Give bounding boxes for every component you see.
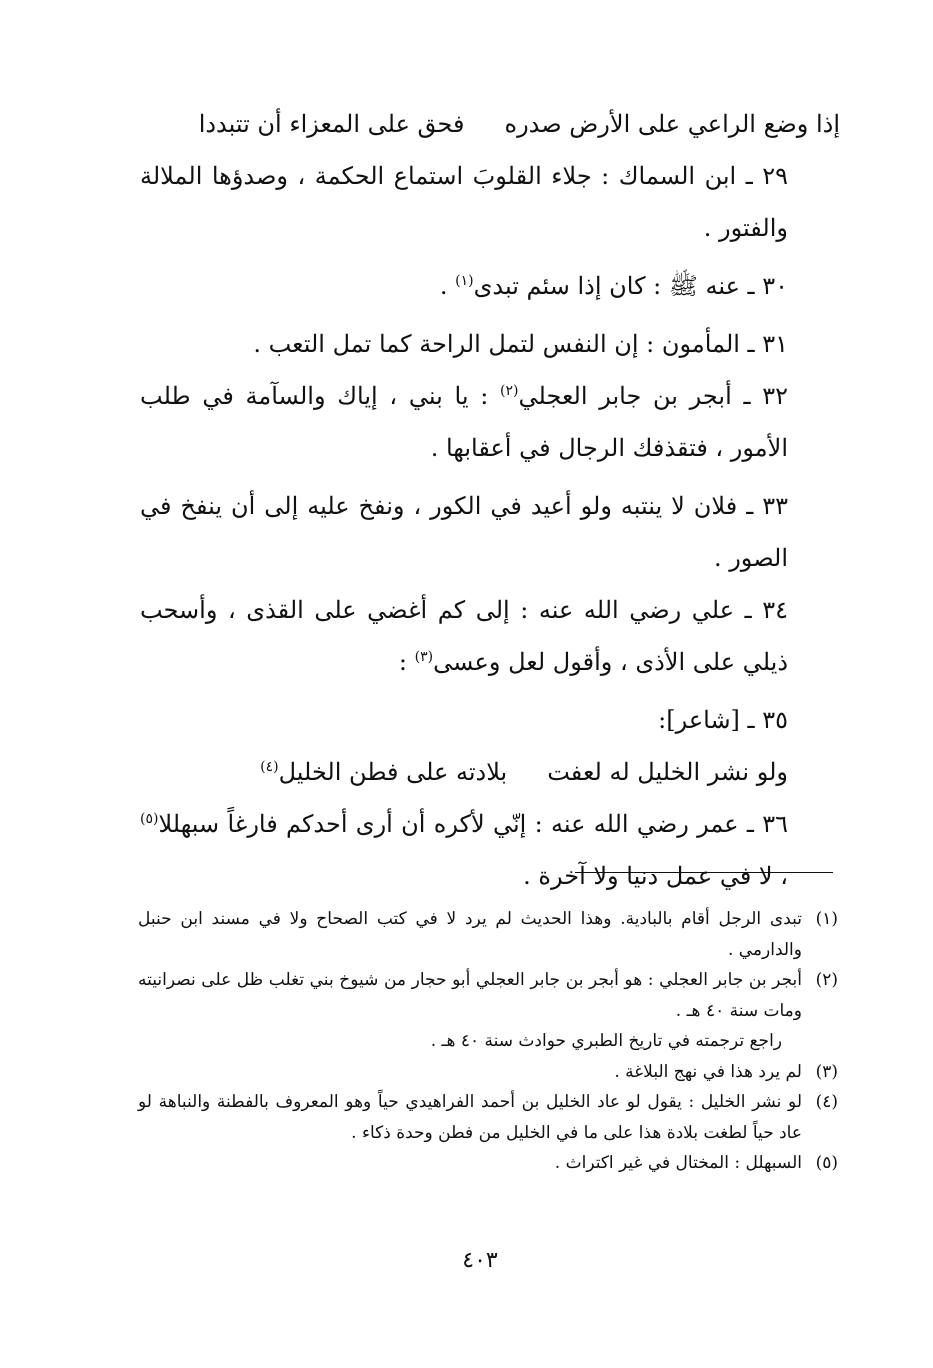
item-29: ٢٩ ـ ابن السماك : جلاء القلوبَ استماع الحكمة ، وصدؤها الملالة والفتور .: [140, 162, 788, 242]
footnote-number: (١): [815, 909, 838, 929]
footnote-number: (٥): [815, 1153, 838, 1173]
item-35: ٣٥ ـ [شاعر]:: [658, 706, 788, 734]
footnote-number: (٣): [815, 1061, 838, 1082]
main-text: [140, 98, 840, 902]
footnotes: [138, 904, 838, 1179]
item-36: ٣٦ ـ عمر رضي الله عنه : إنّي لأكره أن أرى أحدكم فارغاً سبهللا$^{(٥)}$ ، لا في عمل دنيا ولا آخرة .: [140, 810, 788, 890]
footnote-1: [138, 904, 838, 965]
footnote-4: [138, 1087, 838, 1148]
footnote-2: [138, 965, 838, 1057]
verse-top: [140, 98, 840, 150]
footnote-number: (٢): [815, 970, 838, 990]
verse-35-hemistich-1: ولو نشر الخليل له لعفت: [547, 758, 788, 786]
footnote-divider: [575, 872, 833, 873]
verse-top-hemistich-1: إذا وضع الراعي على الأرض صدره: [504, 110, 840, 138]
footnote-text: السبهلل : المختال في غير اكتراث .: [554, 1153, 802, 1173]
footnote-ref-5[interactable]: (٥): [140, 811, 159, 827]
footnote-ref-2[interactable]: (٢): [500, 383, 519, 399]
verse-35: [140, 746, 840, 798]
footnote-text-extra: راجع ترجمته في تاريخ الطبري حوادث سنة ٤٠ هـ .: [430, 1031, 782, 1051]
page-number: ٤٠٣: [462, 1248, 498, 1273]
footnote-5: [138, 1148, 838, 1179]
footnote-text: لم يرد هذا في نهج البلاغة .: [614, 1061, 802, 1082]
item-34: ٣٤ ـ علي رضي الله عنه : إلى كم أغضي على القذى ، وأسحب ذيلي على الأذى ، وأقول لعل وعسى$^{(٣)}$ :: [140, 596, 788, 676]
footnote-text: أبجر بن جابر العجلي : هو أبجر بن جابر العجلي أبو حجار من شيوخ بني تغلب ظل على نصرانيته ومات سنة ٤٠ هـ .: [138, 970, 802, 1021]
footnote-number: (٤): [815, 1092, 838, 1112]
item-31: ٣١ ـ المأمون : إن النفس لتمل الراحة كما تمل التعب .: [253, 330, 788, 358]
footnote-3: [138, 1057, 838, 1088]
footnote-ref-3[interactable]: (٣): [414, 649, 434, 665]
footnote-text: تبدى الرجل أقام بالبادية. وهذا الحديث لم يرد لا في كتب الصحاح ولا في مسند ابن حنبل والدارمي .: [138, 909, 802, 960]
verse-top-hemistich-2: فحق على المعزاء أن تتبددا: [198, 110, 465, 138]
footnote-ref-1[interactable]: (١): [455, 273, 474, 289]
footnote-text: لو نشر الخليل : يقول لو عاد الخليل بن أحمد الفراهيدي حياً وهو المعروف بالفطنة والنباهة لو عاد حياً لطغت بلادة هذا على ما في الخليل من فطن وحدة ذكاء .: [138, 1092, 802, 1143]
item-30: ٣٠ ـ عنه ﷺ : كان إذا سئم تبدى$^{(١)}$ .: [439, 272, 788, 300]
footnote-ref-4[interactable]: (٤): [260, 759, 279, 775]
item-32: ٣٢ ـ أبجر بن جابر العجلي$^{(٢)}$ : يا بني ، إياك والسآمة في طلب الأمور ، فتقذفك الرجال في أعقابها .: [140, 382, 788, 462]
item-33: ٣٣ ـ فلان لا ينتبه ولو أعيد في الكور ، ونفخ عليه إلى أن ينفخ في الصور .: [140, 492, 788, 572]
verse-35-hemistich-2: بلادته على فطن الخليل$^{(٤)}$: [260, 758, 508, 786]
